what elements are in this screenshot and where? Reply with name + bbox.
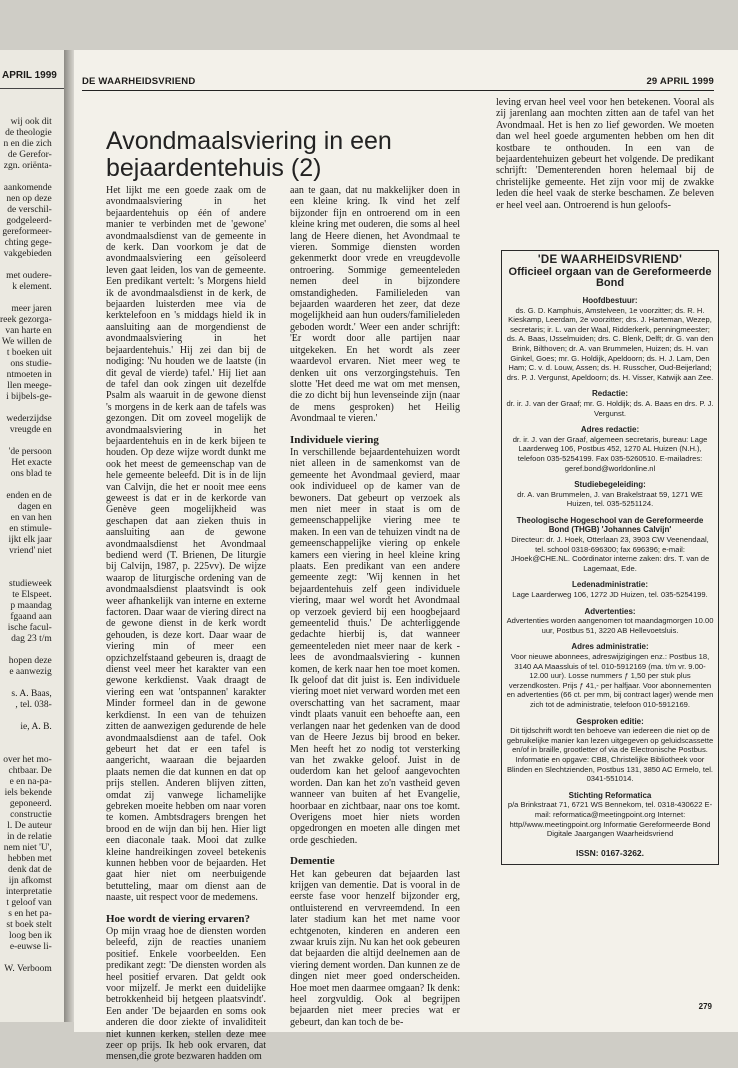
previous-page-line: van harte en bbox=[5, 326, 52, 336]
previous-page-line: k element. bbox=[12, 282, 52, 292]
previous-page-line: ntmoeten in bbox=[6, 370, 52, 380]
previous-page-line: fgaand aan bbox=[10, 612, 52, 622]
colophon-box bbox=[501, 250, 719, 865]
previous-page-line: denk dat de bbox=[7, 865, 52, 875]
previous-page-line: studieweek bbox=[9, 579, 52, 589]
previous-page-line: llen meege- bbox=[7, 381, 52, 391]
colophon-section-head: Adres redactie: bbox=[580, 425, 640, 435]
previous-page-line: de Gerefor- bbox=[7, 150, 52, 160]
previous-page-line: ie, A. B. bbox=[20, 722, 52, 732]
previous-page-line: vriend' niet bbox=[9, 546, 52, 556]
colophon-section-head: Gesproken editie: bbox=[576, 716, 644, 726]
previous-page-line: enden en de bbox=[6, 491, 52, 501]
previous-page-line: s en het pa- bbox=[8, 909, 52, 919]
previous-page-line bbox=[0, 733, 52, 744]
previous-page-line: godgeleerd- bbox=[6, 216, 52, 226]
page-number: 279 bbox=[698, 1002, 712, 1011]
previous-page-line: hebben met bbox=[7, 854, 52, 864]
previous-page-line: aankomende bbox=[3, 183, 52, 193]
book-gutter bbox=[64, 50, 74, 1022]
colophon-section-head: Adres administratie: bbox=[571, 642, 649, 652]
previous-page-line: ons blad te bbox=[10, 469, 52, 479]
colophon-section-text: Dit tijdschrift wordt ten behoeve van iedereen die niet op de gebruikelijke manier kan lezen uitgegeven op geluidscassette en/of in braille, grootletter of via de Electronische Postbus. Informatie en opgave: CBB, Christelijke Bibliotheek voor Blinden en Slechtzienden, Postbus 131, 3850 AC Ermelo, tel. 0341-551014. bbox=[506, 726, 714, 784]
previous-page-line: gereformeer- bbox=[2, 227, 52, 237]
previous-page-line: We willen de bbox=[1, 337, 52, 347]
previous-page-line: dagen en bbox=[17, 502, 52, 512]
colophon-section-text: ds. G. D. Kamphuis, Amstelveen, 1e voorzitter; ds. R. H. Kieskamp, Leerdam, 2e voorzitter; drs. J. Harteman, Wezep, secretaris; ir. L. van der Waal, Ridderkerk, penningmeester; ds. A. Baas, IJsselmuiden; drs. C. Blenk, Delft; dr. G. van den Brink, Bilthoven; dr. A. van Brummelen, Huizen; ds. H. van Ginkel, Goes; mr. G. Holdijk, Apeldoorn; ds. H. J. Lam, Den Ham; C. v. d. Louw, Assen; ds. H. Russcher, Oud-Beijerland; drs. P. J. Vergunst, Apeldoorn; ds. H. Visser, Katwijk aan Zee. bbox=[506, 305, 714, 382]
issue-date: 29 APRIL 1999 bbox=[646, 76, 714, 87]
colophon-section-text: Advertenties worden aangenomen tot maandagmorgen 10.00 uur, Postbus 51, 3220 AB Hellevoetsluis. bbox=[506, 616, 714, 635]
previous-page-line: wederzijdse bbox=[6, 414, 52, 424]
previous-page-line: nen op deze bbox=[6, 194, 52, 204]
previous-page-line: i bijbels-ge- bbox=[6, 392, 52, 402]
running-header bbox=[82, 76, 714, 91]
previous-page-line bbox=[0, 403, 52, 414]
previous-page-line: dag 23 t/m bbox=[11, 634, 52, 644]
colophon-subtitle: Officieel orgaan van de Gereformeerde Bond bbox=[508, 266, 712, 289]
previous-page-line: t geloof van bbox=[6, 898, 52, 908]
previous-page-line: reek gezorga- bbox=[0, 315, 52, 325]
previous-page-line: in de relatie bbox=[6, 832, 52, 842]
colophon-section-text: dr. ir. J. van der Graaf; mr. G. Holdijk; ds. A. Baas en drs. P. J. Vergunst. bbox=[506, 398, 714, 418]
previous-page-line: te Elspeet. bbox=[12, 590, 52, 600]
previous-page-line: en stimule- bbox=[9, 524, 52, 534]
previous-page-line bbox=[0, 172, 52, 183]
previous-page-line: nem niet 'U', bbox=[3, 843, 52, 853]
previous-page-line: st boek stelt bbox=[6, 920, 52, 930]
paragraph: leving ervan heel veel voor hen betekenen. Vooral als zij jarenlang aan mochten zitten aan de tafel van het Avondmaal. Het is hen zo lief geworden. We moeten dan wel heel goede argumenten hebben om hen dit kostbare te onthouden. In een van de bejaardentehuizen gebeurt het volgende. De predikant schrijft: 'Dementerenden horen helemaal bij de christelijke gemeente. Het zijn voor mij de zwakke leden die heel vaak de sterke beschamen. Ze beleven er heel veel aan. Ontroerend is hun geloofs- bbox=[496, 97, 714, 211]
previous-page-line: Het exacte bbox=[11, 458, 52, 468]
previous-page-line bbox=[0, 744, 52, 755]
subheading: Hoe wordt de viering ervaren? bbox=[106, 912, 250, 925]
colophon-section-text: Voor nieuwe abonnees, adreswijzigingen enz.: Postbus 18, 3140 AA Maassluis of tel. 010-5912169 (ma. t/m vr. 9.00-12.00 uur). Losse nummers ƒ 1,50 per stuk plus verzendkosten. Prijs ƒ 41,- per halfjaar. Voor abonnementen en advertenties (66 ct. per mm, bij contract lager) wende men zich tot de administratie, telefoon 010-5912169. bbox=[506, 652, 714, 709]
previous-page-line: ische facul- bbox=[7, 623, 52, 633]
previous-page-line: de verschil- bbox=[7, 205, 52, 215]
previous-page-line: vreugde en bbox=[9, 425, 52, 435]
previous-page-line: e aanwezig bbox=[9, 667, 52, 677]
subheading: Individuele viering bbox=[290, 433, 379, 446]
colophon-section-head: Hoofdbestuur: bbox=[582, 296, 638, 305]
previous-page-line bbox=[0, 436, 52, 447]
article-column-3 bbox=[496, 97, 714, 211]
previous-page-line: constructie bbox=[10, 810, 52, 820]
magazine-page bbox=[74, 50, 738, 1063]
colophon-section-head: Stichting Reformatica bbox=[568, 790, 652, 800]
previous-page-line: interpretatie bbox=[5, 887, 52, 897]
colophon-section-head: Ledenadministratie: bbox=[571, 580, 648, 590]
previous-page-line: de theologie bbox=[5, 128, 52, 138]
previous-page-line: n en die zich bbox=[3, 139, 52, 149]
publication-name: DE WAARHEIDSVRIEND bbox=[82, 76, 196, 87]
colophon-section-text: Lage Laarderweg 106, 1272 JD Huizen, tel. 035-5254199. bbox=[512, 590, 708, 600]
colophon-section-head: Advertenties: bbox=[584, 606, 636, 616]
previous-page-line: hopen deze bbox=[8, 656, 52, 666]
previous-page-line: chtbaar. De bbox=[8, 766, 52, 776]
subheading: Dementie bbox=[290, 855, 335, 868]
colophon-title: 'DE WAARHEIDSVRIEND' bbox=[537, 254, 683, 266]
article-column-2 bbox=[290, 185, 460, 1028]
previous-page-line bbox=[0, 293, 52, 304]
issn-number: ISSN: 0167-3262. bbox=[575, 847, 645, 858]
previous-page-line: geponeerd. bbox=[9, 799, 52, 809]
article-title: Avondmaalsviering in een bejaardentehuis (2) bbox=[106, 127, 392, 182]
previous-page-line: ons studie- bbox=[10, 359, 52, 369]
previous-page-line: ijkt elk jaar bbox=[8, 535, 52, 545]
previous-page-date: APRIL 1999 bbox=[0, 50, 64, 89]
previous-page-line: W. Verboom bbox=[4, 964, 52, 974]
previous-page-line bbox=[0, 678, 52, 689]
previous-page-line bbox=[0, 645, 52, 656]
previous-page-line: e en na-pa- bbox=[9, 777, 52, 787]
colophon-section-head: Theologische Hogeschool van de Gereformeerde Bond (THGB) 'Johannes Calvijn' bbox=[516, 515, 704, 535]
previous-page-line bbox=[0, 568, 52, 579]
previous-page-line: vakgebieden bbox=[3, 249, 52, 259]
previous-page-line: en van hen bbox=[10, 513, 52, 523]
colophon-section-text: dr. A. van Brummelen, J. van Brakelstraat 59, 1271 WE Huizen, tel. 035-5251124. bbox=[517, 489, 703, 509]
paragraph: In verschillende bejaardentehuizen wordt niet alleen in de samenkomst van de gemeente het Avondmaal gevierd, maar ook individueel op de kamer van de bewoners. Dat gebeurt op verzoek als men niet meer in staat is om de gemeenschappelijke viering mee te maken. In een van de tehuizen vindt na de gemeenschappelijke viering op enkele kamers een viering in heel kleine kring plaats. Een predikant van een andere gemeente zegt: 'Wij kennen in het bejaardentehuis zelf geen individuele viering, maar wel wordt het Avondmaal op verzoek gevierd bij een hoogbejaard gemeentelid thuis.' De achterliggende gedachte hierbij is, dat wanneer gemeenteleden niet meer naar de kerk - lees de avondmaalsviering - kunnen komen, de kerk naar hen toe moet komen. Ik geloof dat dit juist is. Een individuele viering moet niet verward worden met een overschatting van het sacrament, maar vindt plaats vanuit een behoefte aan, een verlangen naar het gedenken van de dood van de Heere Jezus bij brood en beker. Men heeft het zo nodig tot versterking van het zwakke geloof. Juist in de ouderdom kan het geloof aangevochten worden. Dan kan het zo'n vastheid geven wanneer van buiten af het Evangelie, hoorbaar en zichtbaar, naar ons toe komt. Overigens moet hier niets worden opgedrongen en moeten alle dingen met orde geschieden. bbox=[290, 446, 460, 846]
previous-page-line bbox=[0, 260, 52, 271]
previous-page-line: over het mo- bbox=[3, 755, 52, 765]
paragraph: Op mijn vraag hoe de diensten worden beleefd, zijn de reacties unaniem positief. Enkele voorbeelden. Een predikant zegt: 'De diensten worden als heel positief ervaren. Dat geldt ook voor mijzelf. Je merkt een duidelijke betrokkenheid bij hetgeen plaatsvindt'. Een ander 'De bejaarden en soms ook anderen die door ziekte of invaliditeit niet kunnen kerken, stellen deze mee zeer op prijs. Ik heb ook ervaren, dat mensen,die grote bezwaren hadden om bbox=[106, 926, 266, 1063]
paragraph: Het kan gebeuren dat bejaarden last krijgen van dementie. Dat is vooral in de eerste fase voor henzelf bijzonder erg, ontluisterend en vervreemdend. In een later stadium kan het met name voor echtgenoten, kinderen en anderen een zwaar kruis zijn. Nu kan het ook gebeuren dat bejaarden die altijd deelnemen aan de viering dement worden. Dan kunnen ze de dingen niet meer goed onderscheiden. Hoe moet men daarmee omgaan? Ik denk: heel zorgvuldig. Ook al begrijpen bejaarden niet meer precies wat er gebeurt, dan kan toch de be- bbox=[290, 868, 460, 1028]
previous-page-line bbox=[0, 711, 52, 722]
colophon-section-text: Directeur: dr. J. Hoek, Otterlaan 23, 3903 CW Veenendaal, tel. school 0318-696300; fax 696396; e-mail: JHoek@CHE.NL. Coördinator interne zaken: drs. T. van de Lagemaat, Ede. bbox=[510, 535, 710, 573]
previous-page-line: e-euwse li- bbox=[9, 942, 52, 952]
previous-page-line bbox=[0, 557, 52, 568]
previous-page-line: ijn afkomst bbox=[8, 876, 52, 886]
colophon-section-head: Redactie: bbox=[591, 389, 628, 399]
previous-page-line: t boeken uit bbox=[6, 348, 52, 358]
previous-page-line bbox=[0, 480, 52, 491]
previous-page-line: s. A. Baas, bbox=[11, 689, 52, 699]
colophon-section-text: dr. ir. J. van der Graaf, algemeen secretaris, bureau: Lage Laarderweg 106, Postbus 452, 1270 AL Huizen (N.H.), telefoon 035-5254199. Fax 035-5260510. E-mailadres: geref.bond@worldonline.nl bbox=[512, 434, 708, 473]
previous-page-line bbox=[0, 953, 52, 964]
previous-page-line: 'de persoon bbox=[8, 447, 52, 457]
previous-page-line: chting gege- bbox=[4, 238, 52, 248]
previous-page-line: , tel. 038- bbox=[15, 700, 52, 710]
article-column-1 bbox=[106, 185, 266, 1063]
previous-page-line: loog ben ik bbox=[9, 931, 52, 941]
previous-page-line: p maandag bbox=[10, 601, 52, 611]
colophon-section-head: Studiebegeleiding: bbox=[574, 480, 646, 490]
paragraph: aan te gaan, dat nu makkelijker doen in een kleine kring. Ik vind het zelf bijzonder fijn en ontroerend om in een kleine kring met ouderen, die soms al heel lang de Heere dienen, het Avondmaal te vieren. Sommige diensten worden gekenmerkt door vrede en vreugdevolle ontroering. Sommige gemeenteleden nemen deel in bijzondere omstandigheden. Familieleden van bejaarden waarderen het zeer, dat deze mogelijkheid aan hun ouders/familieleden geboden wordt.' Weer een ander schrijft: 'Er wordt door alle partijen naar uitgekeken. En het wordt als zeer waardevol ervaren. Niet meer weg te denken uit ons verzorgingstehuis. Ten slotte 'Het deed me wat om met mensen, die zo dicht bij hun levenseinde zijn (naar de mens gesproken) het Heilig Avondmaal te vieren.' bbox=[290, 185, 460, 425]
colophon-section-text: p/a Brinkstraat 71, 6721 WS Bennekom, tel. 0318-430622 E-mail: reformatica@meetingpoint.org Internet: http//www.meetingpoint.org Informatie Gereformeerde Bond Digitale Jaargangen Waarheidsvriend bbox=[507, 800, 713, 839]
previous-page-line: wij ook dit bbox=[10, 117, 52, 127]
paragraph: Het lijkt me een goede zaak om de avondmaalsviering in het bejaardentehuis op één of andere manier te verbinden met de 'gewone' avondmaalsdienst van de gemeente in de kerk. Dan voorkom je dat de avondmaalsviering een geïsoleerd leven gaat leiden, los van de gemeente. Een predikant vertelt: 's Morgens hield ik de avondmaalsdienst in de kerk, de bejaarden luisterden mee via de kerktelefoon en 's middags hield ik in aansluiting aan de morgendienst de avondmaalsviering in het bejaardentehuis.' Hij zei dan bij de nodiging: 'Nu houden we de laatste (in dit geval de vierde) tafel.' Hij liet aan de tafel dan ook zingen uit dezelfde Psalm als waaruit in de gewone dienst 's morgens in de kerk aan de tafels was gezongen. Dit om zoveel mogelijk de avondmaalsviering in het bejaardentehuis en in de kerk bijeen te houden. Op deze wijze wordt dunkt me ook het meest de gemeenschap van de hele gemeente beleefd. Dit is in de lijn van Calvijn, die het er nooit mee eens geweest is dat er in de kerkorde van Genève geen mogelijkheid was geschapen dat aan zieken thuis in aansluiting aan de gewone avondmaalsdienst het Avondmaal bediend werd (T. Brienen, De liturgie bij Calvijn, 1987, p. 225vv). De wijze waarop de liturgische ordening van de avondmaalsdienst plaatsvindt is ook weer afhankelijk van interne en externe factoren. Daar waar de viering direct na de gewone dienst in de kerk wordt gehouden, is deze kort. Daar waar de viering min of meer een opzichzelfstaand gebeuren is, draagt de dienst veel meer het karakter van een gewone kerkdienst. Vaak draagt de viering een wat 'ontspannen' karakter Minder formeel dan in de gewone kerkdienst. In een van de tehuizen zitten de aanwezigen gedurende de hele avondmaalsdienst aan de tafel. Ook gebeurt het dat er een tafel is aangericht, waaraan die bejaarden plaats nemen die dat kunnen en dat op prijs stellen. Anderen blijven zitten, omdat zij vanwege lichamelijke gebreken moeite hebben om naar voren te komen. Ambtsdragers brengen het brood en de wijn dan bij hen. Hier ligt een diaconale taak. Mooi dat zulke kleine handreikingen zoveel betekenis kunnen hebben voor de bejaarden. Het gaat hier niet om neerbuigende betutteling, maar om dienst aan de naaste, uit respect voor de medemens. bbox=[106, 185, 266, 904]
previous-page-line: iels bekende bbox=[4, 788, 52, 798]
previous-page-line: meer jaren bbox=[11, 304, 52, 314]
previous-page-line: met oudere- bbox=[6, 271, 52, 281]
previous-page-line: l. De auteur bbox=[7, 821, 52, 831]
previous-page-edge bbox=[0, 50, 65, 1022]
previous-page-text bbox=[0, 89, 56, 975]
previous-page-line: zgn. oriënta- bbox=[3, 161, 52, 171]
